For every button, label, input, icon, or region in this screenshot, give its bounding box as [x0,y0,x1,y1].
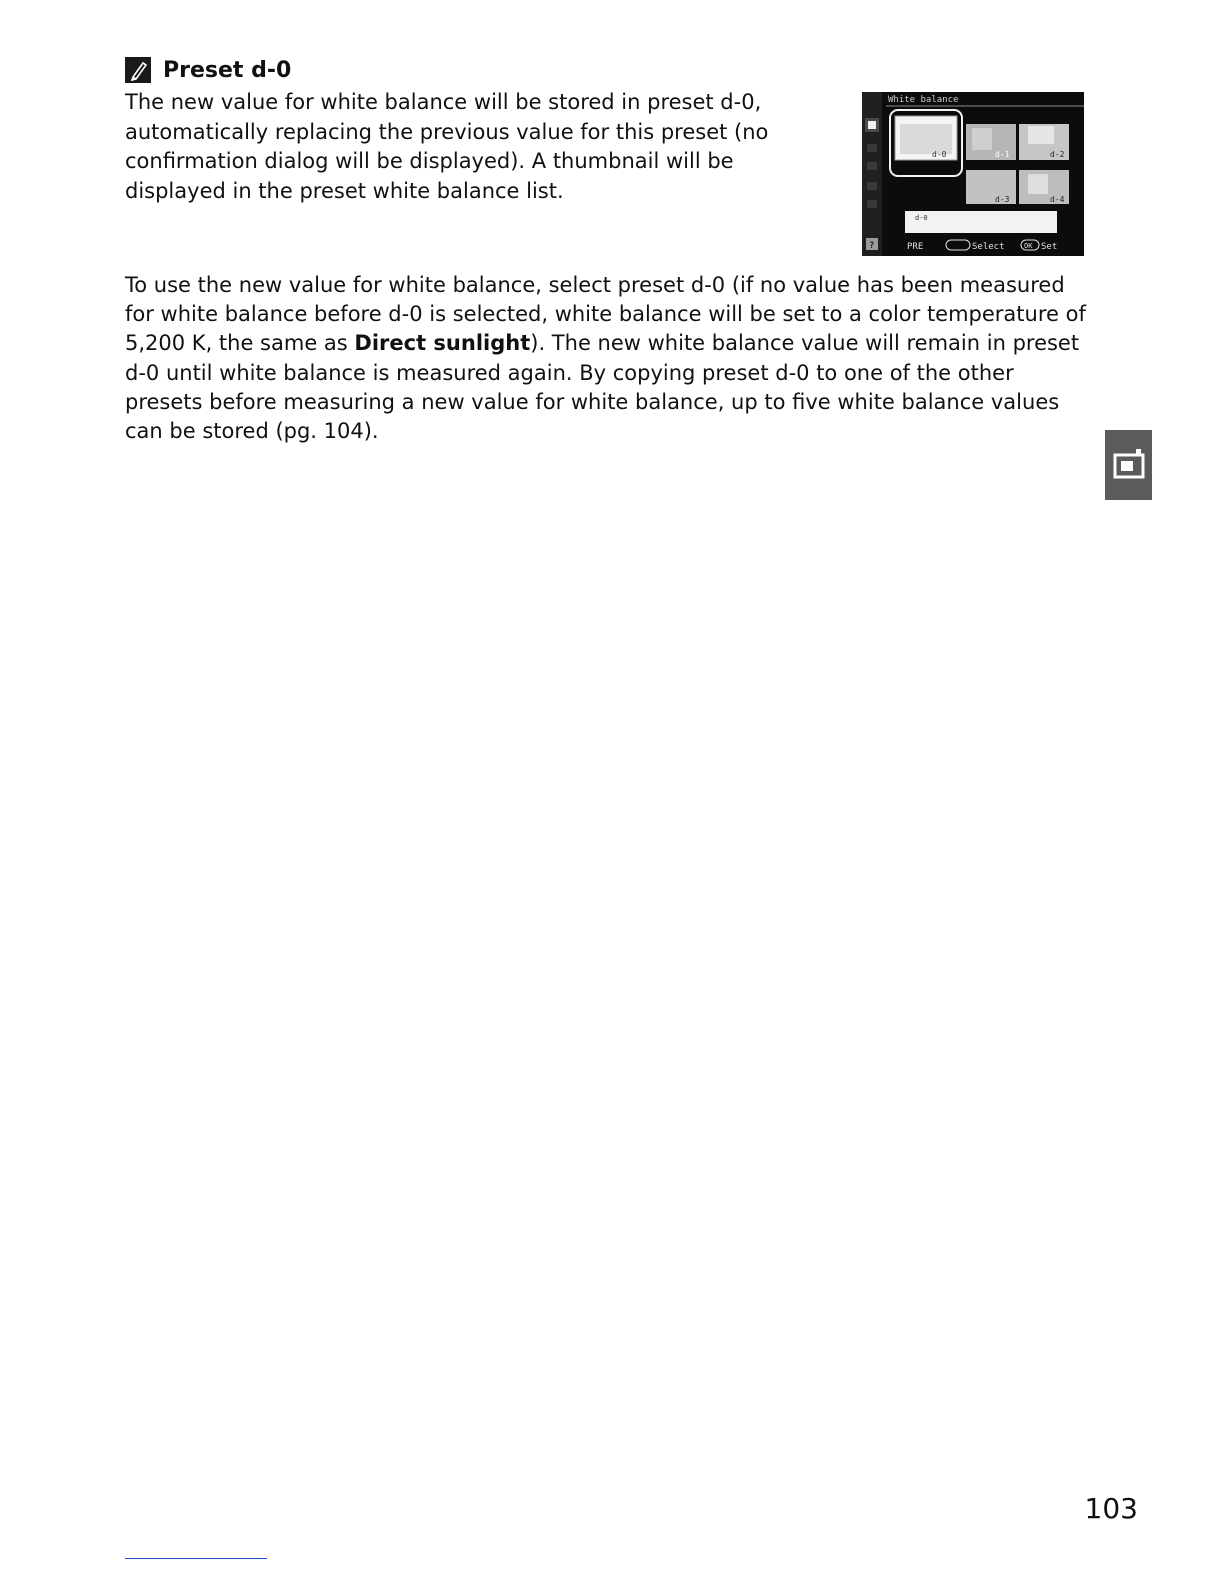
direct-sunlight-term: Direct sunlight [354,331,531,356]
menu-wrench-icon [867,162,877,170]
camera-icon [1105,430,1152,500]
preset-label-d4: d-4 [1050,195,1065,204]
svg-text:?: ? [869,241,875,251]
menu-pencil-icon [867,144,877,152]
preset-label-d1: d-1 [995,150,1010,159]
footnote-divider [125,1558,267,1559]
note-body: The new value for white balance will be stored in preset d-0, automatically replacing the previous value for this preset (no confirmation dialog will be displayed). A thumbnail will be displayed in the preset white balance list. [125,90,769,203]
pre-label: PRE [907,242,924,252]
preset-info-bar [905,211,1057,233]
preset-label-d0: d-0 [932,150,947,159]
body-paragraph [125,271,1090,446]
preset-label-d3: d-3 [995,195,1010,204]
camera-screen-graphic [862,92,1084,256]
screen-title: White balance [888,95,959,105]
preset-info-label: d-0 [915,214,928,222]
section-side-tab [1105,430,1152,500]
camera-screen [862,92,1084,256]
pencil-icon [125,57,151,83]
menu-retouch-icon [867,182,877,190]
note-box [125,56,845,206]
note-title: Preset d-0 [163,57,292,83]
menu-recent-icon [867,200,877,208]
page-number: 103 [1084,1492,1138,1525]
body-text-part2: ). The new white balance value will remain in preset d-0 until white balance is measured again. By copying preset d-0 to one of the other presets before measuring a new value for white balance, up to five white balance values can be stored (pg. 104). [125,331,1080,444]
preset-label-d2: d-2 [1050,150,1065,159]
note-heading [125,56,845,84]
ok-button-label: OK [1024,242,1033,250]
body-text-part1: To use the new value for white balance, select preset d-0 (if no value has been measured for white balance before d-0 is selected, white balance will be set to a color temperature of 5,200 K, the same as [125,273,1086,356]
set-label: Set [1041,242,1058,252]
select-label: Select [972,242,1005,252]
